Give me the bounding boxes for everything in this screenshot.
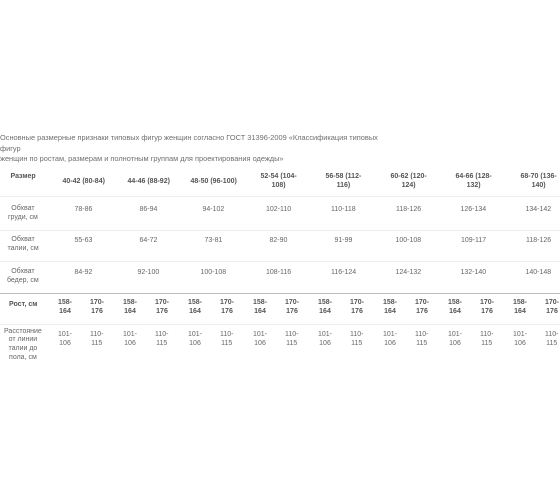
distance-6-1-line: 115 [481,339,493,347]
height-7-0-line: 164 [514,307,526,315]
distance-3-0-line: 106 [254,339,266,347]
row-1-value-5-line: 100-108 [395,236,422,244]
height-3-1 [285,299,299,316]
row-1-value-1-line: 64-72 [139,236,158,244]
distance-5-0 [383,331,397,348]
row-0-value-1 [140,206,158,215]
height-7-1-line: 176 [546,307,558,315]
height-1-1-line: 170- [155,299,170,307]
height-0-1 [90,299,104,316]
height-3-0 [253,299,267,316]
row-1-value-7-line: 118-126 [526,236,552,244]
distance-0-1-line: 115 [91,339,103,347]
distance-1-0-line: 101- [123,331,138,339]
height-5-0-line: 164 [384,307,396,315]
height-3-1-line: 170- [285,299,300,307]
row-label-0-line: Обхват [11,205,35,213]
header-size-7 [521,173,557,190]
distance-6-1 [480,331,494,348]
header-size-3-line: 108) [271,181,286,189]
row-1-value-4 [335,237,353,246]
height-0-0-line: 158- [58,299,73,307]
height-2-1 [220,299,234,316]
row-2-value-6-line: 132-140 [460,268,487,276]
distance-row-label-line: от линии [8,336,38,344]
header-size-0-line: 40-42 (80-84) [62,177,105,185]
height-1-0 [123,299,137,316]
header-size-5-line: 124) [401,181,416,189]
row-0-value-6-line: 126-134 [460,205,487,213]
distance-6-1-line: 110- [480,331,494,339]
row-label-2-line: Обхват [11,268,35,276]
row-1-value-6 [461,237,486,246]
row-2-value-2 [201,269,227,278]
row-0-value-7 [526,206,552,215]
row-2-value-3 [266,269,291,278]
row-label-0 [8,205,38,222]
distance-4-0-line: 106 [319,339,331,347]
row-0-value-0 [75,206,93,215]
header-size-label [11,173,36,182]
height-0-1-line: 170- [90,299,105,307]
height-3-0-line: 158- [253,299,268,307]
height-4-1 [350,299,364,316]
height-5-1 [415,299,429,316]
row-1-value-5 [396,237,422,246]
distance-0-0-line: 101- [58,331,73,339]
distance-3-1-line: 115 [286,339,298,347]
row-2-value-6 [461,269,487,278]
height-5-0 [383,299,397,316]
row-2-value-5 [396,269,422,278]
row-2-value-1-line: 92-100 [137,268,160,276]
row-0-value-2-line: 94-102 [202,205,225,213]
distance-3-1 [285,331,299,348]
row-2-value-1 [138,269,160,278]
distance-5-1-line: 110- [415,331,429,339]
header-size-4-line: 116) [336,181,351,189]
distance-7-1-line: 110- [545,331,559,339]
height-row-label-line: Рост, см [9,300,38,308]
header-size-label-line: Размер [10,172,36,180]
table-divider [0,196,560,197]
distance-row-label-line: пола, см [9,353,37,361]
distance-0-0 [58,331,72,348]
height-6-1-line: 176 [481,307,493,315]
row-2-value-7 [526,269,552,278]
distance-2-1 [220,331,234,348]
height-3-1-line: 176 [286,307,298,315]
height-4-0-line: 164 [319,307,331,315]
table-divider-strong [0,293,560,294]
distance-7-1 [545,331,559,348]
row-2-value-2-line: 100-108 [200,268,227,276]
row-2-value-4 [331,269,356,278]
row-label-0-line: груди, см [8,213,38,221]
header-size-5 [391,173,427,190]
height-6-0-line: 164 [449,307,461,315]
distance-1-0-line: 106 [124,339,136,347]
height-2-0-line: 164 [189,307,201,315]
height-7-0 [513,299,527,316]
height-7-1-line: 170- [545,299,560,307]
caption-line-1: Основные размерные признаки типовых фигур женщин согласно ГОСТ 31396-2009 «Классификация типовых фигур [0,133,378,153]
height-0-0-line: 164 [59,307,71,315]
header-size-2-line: 48-50 (96-100) [190,177,237,185]
distance-0-0-line: 106 [59,339,71,347]
row-1-value-0-line: 55-63 [74,236,93,244]
height-2-1-line: 170- [220,299,235,307]
distance-7-0-line: 106 [514,339,526,347]
distance-6-0 [448,331,462,348]
row-0-value-2 [203,206,225,215]
row-2-value-0 [75,269,93,278]
row-1-value-2 [205,237,223,246]
height-1-0-line: 158- [123,299,138,307]
table-caption [0,133,380,165]
height-2-1-line: 176 [221,307,233,315]
header-size-4 [326,173,362,190]
row-0-value-4-line: 110-118 [331,205,356,213]
height-6-1-line: 170- [480,299,495,307]
row-2-value-4-line: 116-124 [331,268,357,276]
distance-0-1 [90,331,104,348]
height-0-1-line: 176 [91,307,103,315]
distance-4-0 [318,331,332,348]
distance-6-0-line: 101- [448,331,463,339]
distance-2-0-line: 106 [189,339,201,347]
height-6-0-line: 158- [448,299,463,307]
row-1-value-3 [270,237,288,246]
row-1-value-1 [140,237,158,246]
distance-5-1 [415,331,429,348]
height-2-0-line: 158- [188,299,203,307]
distance-7-0-line: 101- [513,331,528,339]
height-5-1-line: 176 [416,307,428,315]
height-1-1-line: 176 [156,307,168,315]
distance-7-1-line: 115 [546,339,558,347]
header-size-2 [191,178,237,187]
row-2-value-3-line: 108-116 [266,268,292,276]
row-1-value-3-line: 82-90 [269,236,288,244]
height-3-0-line: 164 [254,307,266,315]
table-divider [0,230,560,231]
height-6-0 [448,299,462,316]
height-4-0-line: 158- [318,299,333,307]
header-size-7-line: 140) [531,181,546,189]
distance-1-1-line: 115 [156,339,168,347]
header-size-3-line: 52-54 (104- [260,173,297,181]
row-label-2-line: бедер, см [7,276,39,284]
header-size-1-line: 44-46 (88-92) [127,177,170,185]
distance-4-1-line: 110- [350,331,364,339]
row-2-value-5-line: 124-132 [395,268,422,276]
distance-1-0 [123,331,137,348]
row-0-value-0-line: 78-86 [74,205,93,213]
distance-5-0-line: 101- [383,331,398,339]
table-divider [0,261,560,262]
row-0-value-5 [396,206,421,215]
row-0-value-3-line: 102-110 [266,205,292,213]
row-label-1-line: талии, см [7,244,39,252]
row-0-value-5-line: 118-126 [396,205,422,213]
distance-2-1-line: 115 [221,339,233,347]
distance-1-1 [155,331,169,348]
row-label-2 [7,268,39,285]
row-1-value-4-line: 91-99 [334,236,353,244]
distance-6-0-line: 106 [449,339,461,347]
distance-7-0 [513,331,527,348]
row-1-value-0 [75,237,93,246]
row-label-1-line: Обхват [11,236,35,244]
header-size-6-line: 64-66 (128- [455,173,492,181]
distance-3-1-line: 110- [285,331,299,339]
distance-5-0-line: 106 [384,339,396,347]
height-5-0-line: 158- [383,299,398,307]
row-0-value-7-line: 134-142 [525,205,552,213]
distance-row-label-line: Расстояние [4,327,42,335]
row-label-1 [8,236,39,253]
header-size-5-line: 60-62 (120- [390,173,427,181]
height-4-1-line: 170- [350,299,365,307]
distance-3-0-line: 101- [253,331,268,339]
distance-0-1-line: 110- [90,331,104,339]
height-5-1-line: 170- [415,299,430,307]
height-1-1 [155,299,169,316]
row-0-value-4 [331,206,356,215]
header-size-4-line: 56-58 (112- [325,173,362,181]
distance-2-0 [188,331,202,348]
distance-1-1-line: 110- [155,331,169,339]
distance-2-1-line: 110- [220,331,234,339]
distance-4-1-line: 115 [351,339,363,347]
height-2-0 [188,299,202,316]
row-1-value-2-line: 73-81 [204,236,223,244]
header-size-1 [128,178,170,187]
height-7-0-line: 158- [513,299,528,307]
height-row-label [9,301,37,310]
distance-row-label-line: талии до [8,344,38,352]
distance-row-label [4,328,42,362]
header-size-3 [261,173,297,190]
header-size-7-line: 68-70 (136- [520,173,557,181]
height-7-1 [545,299,559,316]
row-0-value-3 [266,206,291,215]
row-0-value-1-line: 86-94 [139,205,158,213]
distance-3-0 [253,331,267,348]
distance-4-0-line: 101- [318,331,333,339]
header-size-6-line: 132) [466,181,481,189]
height-4-0 [318,299,332,316]
header-size-0 [63,178,105,187]
height-1-0-line: 164 [124,307,136,315]
row-1-value-7 [526,237,551,246]
row-0-value-6 [461,206,487,215]
row-1-value-6-line: 109-117 [461,236,487,244]
height-0-0 [58,299,72,316]
height-4-1-line: 176 [351,307,363,315]
header-size-6 [456,173,492,190]
row-2-value-0-line: 84-92 [74,268,93,276]
row-2-value-7-line: 140-148 [525,268,552,276]
caption-line-2: женщин по ростам, размерам и полнотным группам для проектирования одежды» [0,154,284,163]
height-6-1 [480,299,494,316]
distance-5-1-line: 115 [416,339,428,347]
distance-2-0-line: 101- [188,331,203,339]
table-divider [0,324,560,325]
distance-4-1 [350,331,364,348]
